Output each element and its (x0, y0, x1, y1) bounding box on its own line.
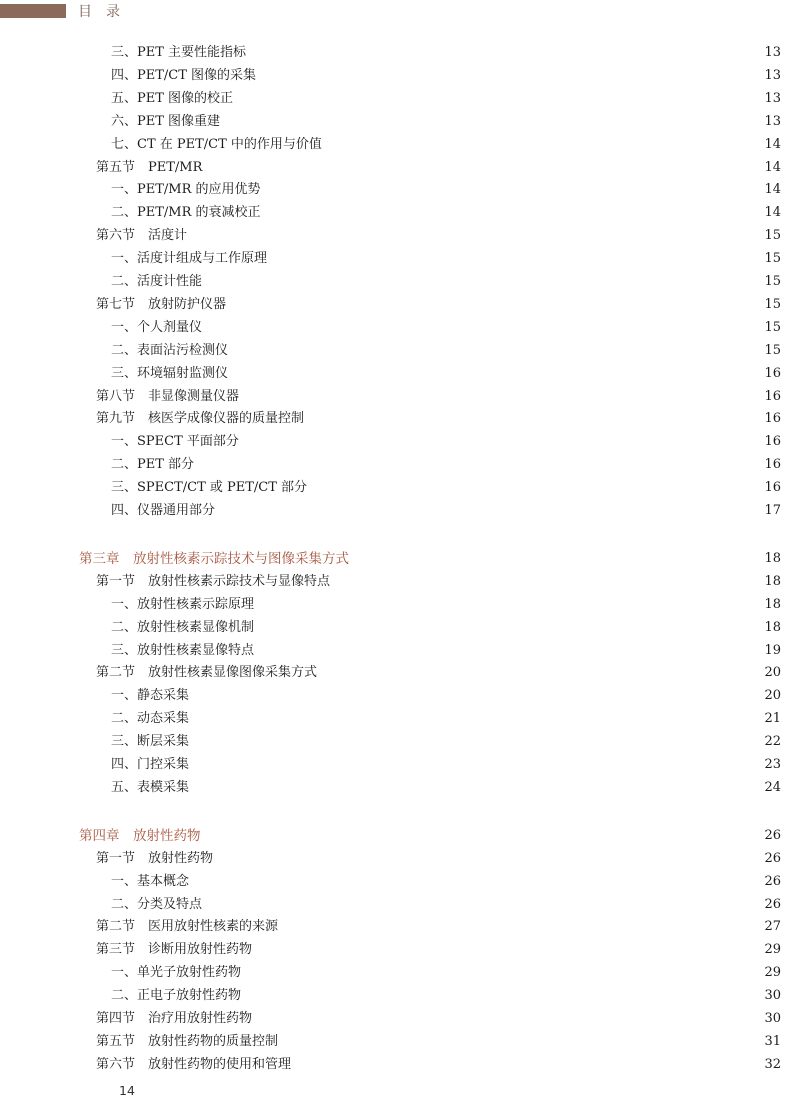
dot-leader (355, 548, 757, 570)
toc-entry-section[interactable] (96, 1054, 781, 1076)
toc-entry-page: 29 (764, 965, 781, 981)
dot-leader (195, 731, 757, 753)
dot-leader (336, 571, 757, 593)
toc-entry-page: 13 (764, 67, 781, 83)
toc-entry-title: 一、放射性核素示踪原理 (111, 596, 255, 612)
toc-entry-page: 16 (764, 411, 781, 427)
toc-entry-item[interactable] (111, 985, 781, 1007)
dot-leader (252, 42, 757, 64)
dot-leader (193, 225, 757, 247)
toc-entry-page: 16 (764, 434, 781, 450)
toc-entry-section[interactable] (96, 916, 781, 938)
toc-entry-title: 第一节 放射性药物 (96, 850, 214, 866)
dot-leader (258, 1008, 757, 1030)
dot-leader (297, 1054, 757, 1076)
toc-entry-section[interactable] (96, 408, 781, 430)
toc-entry-item[interactable] (111, 871, 781, 893)
toc-entry-page: 15 (764, 228, 781, 244)
toc-entry-title: 第三节 诊断用放射性药物 (96, 942, 253, 958)
toc-entry-item[interactable] (111, 340, 781, 362)
toc-entry-item[interactable] (111, 894, 781, 916)
dot-leader (208, 157, 757, 179)
toc-entry-section[interactable] (96, 225, 781, 247)
toc-entry-section[interactable] (96, 848, 781, 870)
toc-entry-page: 15 (764, 274, 781, 289)
toc-entry-title: 一、个人剂量仪 (111, 319, 203, 335)
toc-entry-title: 四、门控采集 (111, 757, 190, 772)
toc-entry-title: 第六节 活度计 (96, 228, 188, 244)
dot-leader (247, 962, 757, 984)
dot-leader (260, 594, 757, 616)
toc-entry-title: 第八节 非显像测量仪器 (96, 388, 240, 404)
toc-entry-page: 30 (764, 988, 781, 1004)
dot-leader (267, 202, 757, 224)
toc-entry-title: 一、活度计组成与工作原理 (111, 251, 268, 267)
toc-entry-item[interactable] (111, 685, 781, 707)
toc-entry-title: 第五节 PET/MR (96, 159, 203, 175)
toc-entry-item[interactable] (111, 271, 781, 293)
toc-entry-item[interactable] (111, 754, 781, 776)
dot-leader (284, 1031, 757, 1053)
toc-entry-title: 一、静态采集 (111, 688, 190, 704)
toc-entry-title: 五、表模采集 (111, 779, 190, 795)
page-header-title: 目录 (78, 4, 134, 20)
dot-leader (267, 179, 757, 201)
dot-leader (262, 65, 757, 87)
toc-entry-section[interactable] (96, 1031, 781, 1053)
dot-leader (247, 985, 757, 1007)
toc-entry-item[interactable] (111, 179, 781, 201)
toc-entry-title: 一、基本概念 (111, 873, 190, 889)
dot-leader (195, 871, 757, 893)
toc-entry-page: 23 (764, 757, 781, 772)
dot-leader (273, 248, 757, 270)
toc-entry-page: 16 (764, 457, 781, 473)
toc-entry-page: 24 (764, 779, 781, 795)
toc-entry-item[interactable] (111, 594, 781, 616)
toc-entry-page: 13 (764, 90, 781, 106)
dot-leader (234, 363, 757, 385)
dot-leader (195, 685, 757, 707)
toc-entry-section[interactable] (96, 1008, 781, 1030)
toc-entry-title: 二、放射性核素显像机制 (111, 619, 255, 635)
toc-entry-item[interactable] (111, 248, 781, 270)
dot-leader (232, 294, 757, 316)
toc-entry-page: 30 (764, 1011, 781, 1026)
toc-entry-item[interactable] (111, 777, 781, 799)
toc-entry-title: 一、单光子放射性药物 (111, 965, 242, 981)
toc-entry-title: 二、动态采集 (111, 711, 190, 727)
toc-entry-item[interactable] (111, 640, 781, 662)
toc-entry-section[interactable] (96, 157, 781, 179)
dot-leader (313, 477, 757, 499)
dot-leader (221, 500, 757, 522)
toc-entry-page: 14 (764, 182, 781, 198)
toc-entry-chapter[interactable] (79, 548, 781, 570)
toc-entry-page: 21 (764, 711, 781, 727)
toc-entry-title: 一、SPECT 平面部分 (111, 434, 239, 450)
toc-entry-page: 19 (764, 642, 781, 658)
toc-entry-page: 26 (764, 873, 781, 889)
toc-entry-item[interactable] (111, 431, 781, 453)
toc-entry-title: 二、分类及特点 (111, 896, 203, 912)
dot-leader (258, 939, 757, 961)
dot-leader (245, 386, 757, 408)
toc-entry-page: 13 (764, 113, 781, 129)
toc-entry-title: 二、活度计性能 (111, 274, 203, 289)
dot-leader (195, 708, 757, 730)
toc-entry-title: 第六节 放射性药物的使用和管理 (96, 1056, 292, 1072)
toc-entry-item[interactable] (111, 731, 781, 753)
toc-entry-title: 七、CT 在 PET/CT 中的作用与价值 (111, 136, 322, 152)
dot-leader (260, 640, 757, 662)
toc-entry-page: 14 (764, 136, 781, 152)
dot-leader (195, 754, 757, 776)
toc-entry-section[interactable] (96, 386, 781, 408)
toc-entry-title: 二、表面沾污检测仪 (111, 342, 229, 358)
toc-entry-title: 六、PET 图像重建 (111, 113, 221, 129)
toc-entry-title: 二、正电子放射性药物 (111, 988, 242, 1004)
dot-leader (200, 454, 757, 476)
toc-entry-page: 18 (764, 550, 781, 566)
toc-entry-page: 16 (764, 388, 781, 404)
toc-entry-item[interactable] (111, 363, 781, 385)
toc-entry-page: 15 (764, 319, 781, 335)
toc-entry-section[interactable] (96, 662, 781, 684)
toc-entry-title: 五、PET 图像的校正 (111, 90, 234, 106)
toc-entry-item[interactable] (111, 617, 781, 639)
toc-entry-item[interactable] (111, 962, 781, 984)
toc-entry-item[interactable] (111, 317, 781, 339)
dot-leader (208, 271, 757, 293)
toc-entry-title: 四、仪器通用部分 (111, 503, 216, 518)
dot-leader (284, 916, 757, 938)
toc-entry-item[interactable] (111, 134, 781, 156)
toc-entry-page: 14 (764, 159, 781, 175)
toc-entry-title: 三、放射性核素显像特点 (111, 642, 255, 658)
toc-entry-title: 第五节 放射性药物的质量控制 (96, 1033, 279, 1049)
dot-leader (195, 777, 757, 799)
dot-leader (239, 88, 757, 110)
toc-entry-title: 第一节 放射性核素示踪技术与显像特点 (96, 573, 331, 589)
dot-leader (208, 317, 757, 339)
toc-entry-page: 17 (764, 503, 781, 518)
toc-entry-title: 一、PET/MR 的应用优势 (111, 182, 261, 198)
dot-leader (207, 825, 758, 847)
toc-entry-title: 第二节 放射性核素显像图像采集方式 (96, 665, 318, 681)
toc-entry-item[interactable] (111, 65, 781, 87)
toc-entry-item[interactable] (111, 202, 781, 224)
dot-leader (234, 340, 757, 362)
toc-entry-title: 二、PET 部分 (111, 457, 195, 473)
dot-leader (245, 431, 757, 453)
toc-entry-page: 16 (764, 365, 781, 381)
toc-entry-page: 32 (764, 1056, 781, 1072)
toc-entry-page: 14 (764, 205, 781, 221)
toc-entry-page: 18 (764, 573, 781, 589)
toc-entry-page: 26 (764, 827, 781, 843)
dot-leader (310, 408, 757, 430)
toc-entry-title: 第二节 医用放射性核素的来源 (96, 919, 279, 935)
toc-entry-item[interactable] (111, 454, 781, 476)
toc-entry-chapter[interactable] (79, 825, 781, 847)
dot-leader (208, 894, 757, 916)
toc-entry-page: 26 (764, 850, 781, 866)
toc-entry-page: 15 (764, 296, 781, 312)
toc-entry-item[interactable] (111, 42, 781, 64)
toc-entry-item[interactable] (111, 88, 781, 110)
dot-leader (219, 848, 757, 870)
toc-entry-page: 20 (764, 688, 781, 704)
toc-entry-title: 第九节 核医学成像仪器的质量控制 (96, 411, 305, 427)
toc-entry-title: 四、PET/CT 图像的采集 (111, 67, 257, 83)
toc-entry-page: 27 (764, 919, 781, 935)
toc-entry-item[interactable] (111, 111, 781, 133)
toc-entry-page: 18 (764, 596, 781, 612)
toc-entry-section[interactable] (96, 939, 781, 961)
toc-entry-page: 29 (764, 942, 781, 958)
toc-entry-title: 二、PET/MR 的衰减校正 (111, 205, 261, 221)
toc-entry-title: 第四节 治疗用放射性药物 (96, 1011, 253, 1026)
toc-entry-title: 三、PET 主要性能指标 (111, 45, 247, 60)
toc-entry-page: 26 (764, 896, 781, 912)
toc-entry-page: 15 (764, 342, 781, 358)
toc-entry-item[interactable] (111, 708, 781, 730)
toc-entry-title: 三、SPECT/CT 或 PET/CT 部分 (111, 480, 308, 496)
toc-entry-title: 第四章 放射性药物 (79, 827, 201, 844)
dot-leader (328, 134, 757, 156)
toc-entry-title: 三、环境辐射监测仪 (111, 365, 229, 381)
toc-entry-title: 第七节 放射防护仪器 (96, 296, 227, 312)
toc-entry-page: 20 (764, 665, 781, 681)
toc-entry-page: 16 (764, 480, 781, 496)
toc-entry-title: 第三章 放射性核素示踪技术与图像采集方式 (79, 550, 349, 567)
toc-entry-page: 22 (764, 734, 781, 750)
toc-entry-item[interactable] (111, 477, 781, 499)
toc-entry-page: 31 (764, 1033, 781, 1049)
toc-entry-title: 三、断层采集 (111, 734, 190, 750)
dot-leader (260, 617, 757, 639)
toc-entry-page: 15 (764, 251, 781, 267)
toc-entry-page: 13 (764, 45, 781, 60)
dot-leader (226, 111, 757, 133)
page-number: 14 (119, 1083, 135, 1098)
toc-entry-page: 18 (764, 619, 781, 635)
toc-entry-section[interactable] (96, 571, 781, 593)
dot-leader (323, 662, 757, 684)
toc-entry-section[interactable] (96, 294, 781, 316)
toc-entry-item[interactable] (111, 500, 781, 522)
